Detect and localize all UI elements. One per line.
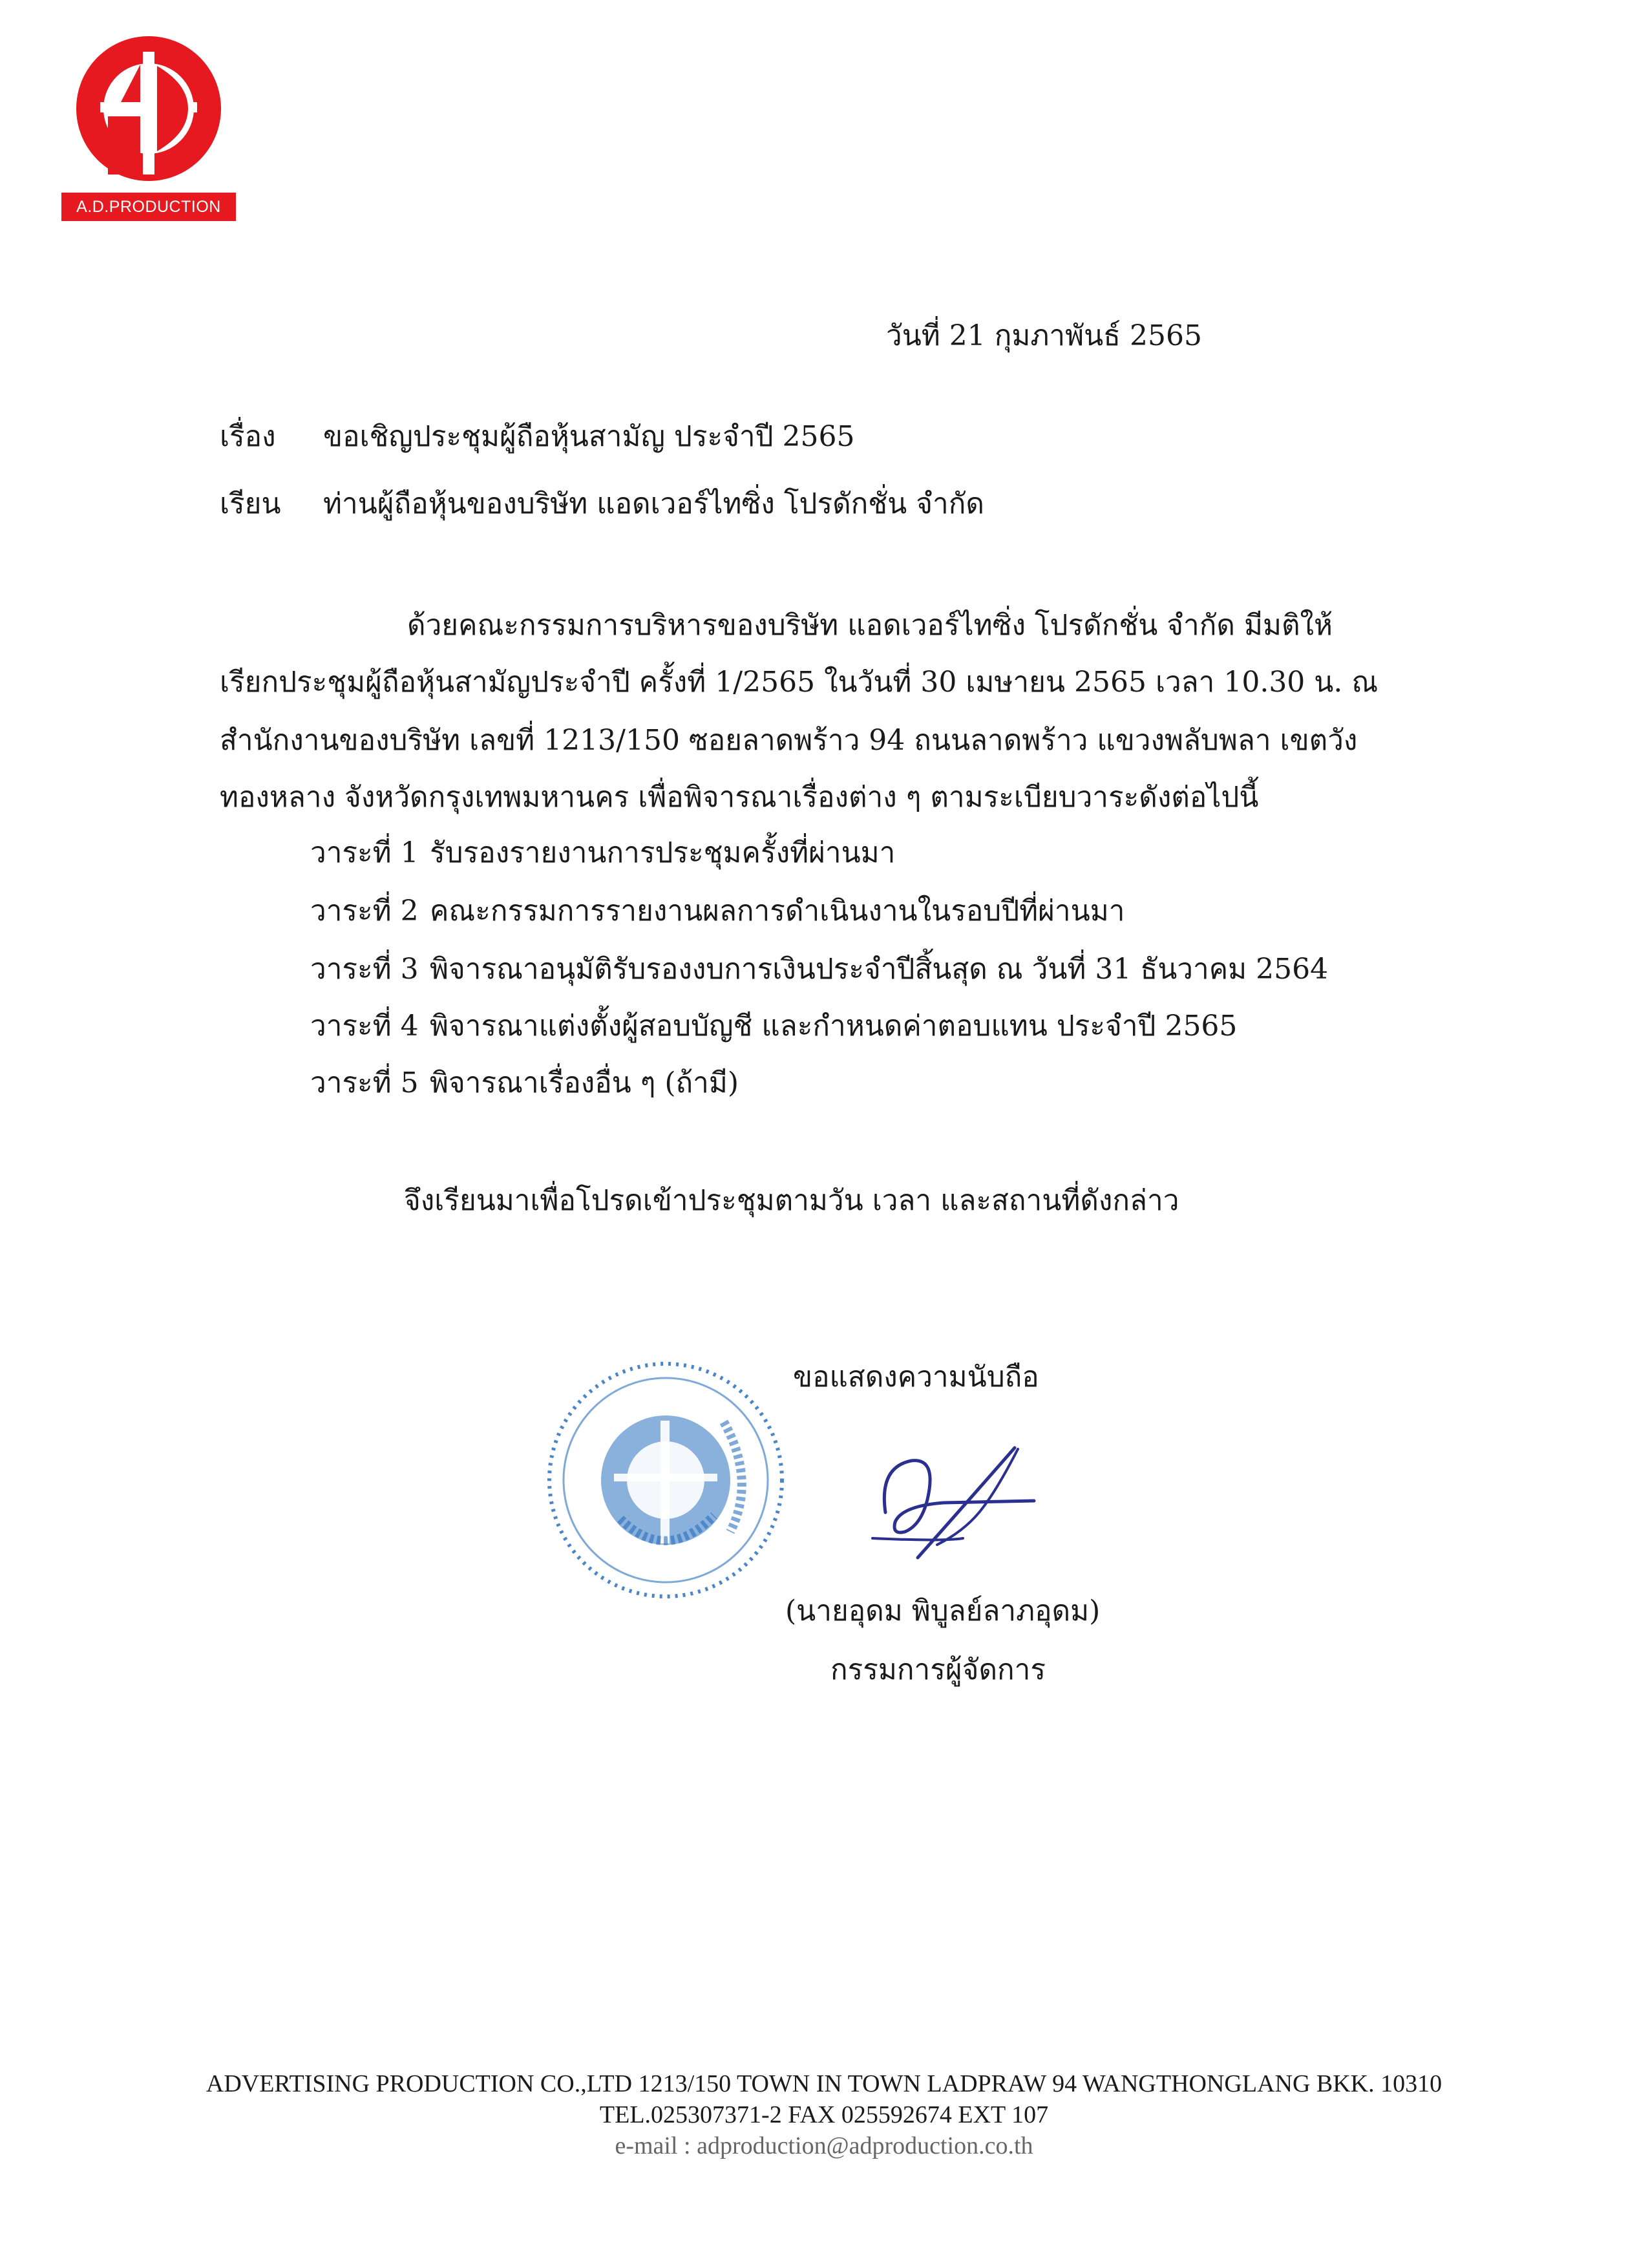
- agenda-item-label: วาระที่ 2: [310, 895, 419, 927]
- letter-date: วันที่ 21 กุมภาพันธ์ 2565: [885, 319, 1202, 352]
- agenda-item-label: วาระที่ 3: [310, 953, 419, 986]
- subject-label: เรื่อง: [220, 420, 276, 453]
- footer-email: e-mail : adproduction@adproduction.co.th: [615, 2132, 1033, 2159]
- agenda-item-label: วาระที่ 1: [310, 836, 419, 869]
- company-logo: [61, 26, 236, 223]
- closing-line: จึงเรียนมาเพื่อโปรดเข้าประชุมตามวัน เวลา และสถานที่ดังกล่าว: [404, 1184, 1179, 1217]
- body-line: สำนักงานของบริษัท เลขที่ 1213/150 ซอยลาดพร้าว 94 ถนนลาดพร้าว แขวงพลับพลา เขตวัง: [220, 724, 1358, 757]
- agenda-item-text: คณะกรรมการรายงานผลการดำเนินงานในรอบปีที่ผ่านมา: [430, 895, 1125, 927]
- recipient-label: เรียน: [220, 487, 281, 520]
- recipient-text: ท่านผู้ถือหุ้นของบริษัท แอดเวอร์ไทซิ่ง โปรดักชั่น จำกัด: [323, 487, 984, 520]
- agenda-item-text: รับรองรายงานการประชุมครั้งที่ผ่านมา: [430, 836, 896, 869]
- handwritten-signature: [866, 1441, 1053, 1571]
- agenda-item-label: วาระที่ 4: [310, 1010, 419, 1043]
- footer-address: ADVERTISING PRODUCTION CO.,LTD 1213/150 TOWN IN TOWN LADPRAW 94 WANGTHONGLANG BKK. 10310: [206, 2070, 1442, 2097]
- subject-text: ขอเชิญประชุมผู้ถือหุ้นสามัญ ประจำปี 2565: [323, 420, 855, 453]
- stamp-icon: [536, 1351, 795, 1609]
- agenda-item-text: พิจารณาอนุมัติรับรองงบการเงินประจำปีสิ้นสุด ณ วันที่ 31 ธันวาคม 2564: [430, 953, 1329, 986]
- body-line: ด้วยคณะกรรมการบริหารของบริษัท แอดเวอร์ไทซิ่ง โปรดักชั่น จำกัด มีมติให้: [407, 609, 1333, 642]
- logo-label: A.D.PRODUCTION: [61, 193, 236, 221]
- body-line: เรียกประชุมผู้ถือหุ้นสามัญประจำปี ครั้งที่ 1/2565 ในวันที่ 30 เมษายน 2565 เวลา 10.30 น. ณ: [220, 666, 1379, 699]
- ad-logo-icon: [61, 26, 236, 191]
- sign-off: ขอแสดงความนับถือ: [793, 1361, 1039, 1394]
- signature-icon: [866, 1441, 1053, 1571]
- agenda-item-text: พิจารณาเรื่องอื่น ๆ (ถ้ามี): [430, 1066, 739, 1099]
- signer-title: กรรมการผู้จัดการ: [830, 1653, 1046, 1686]
- signer-name: (นายอุดม พิบูลย์ลาภอุดม): [785, 1595, 1101, 1627]
- body-line: ทองหลาง จังหวัดกรุงเทพมหานคร เพื่อพิจารณาเรื่องต่าง ๆ ตามระเบียบวาระดังต่อไปนี้: [220, 781, 1259, 814]
- agenda-item-label: วาระที่ 5: [310, 1066, 419, 1099]
- company-stamp: [536, 1351, 795, 1609]
- footer-phone: TEL.025307371-2 FAX 025592674 EXT 107: [599, 2101, 1049, 2128]
- agenda-item-text: พิจารณาแต่งตั้งผู้สอบบัญชี และกำหนดค่าตอบแทน ประจำปี 2565: [430, 1010, 1238, 1043]
